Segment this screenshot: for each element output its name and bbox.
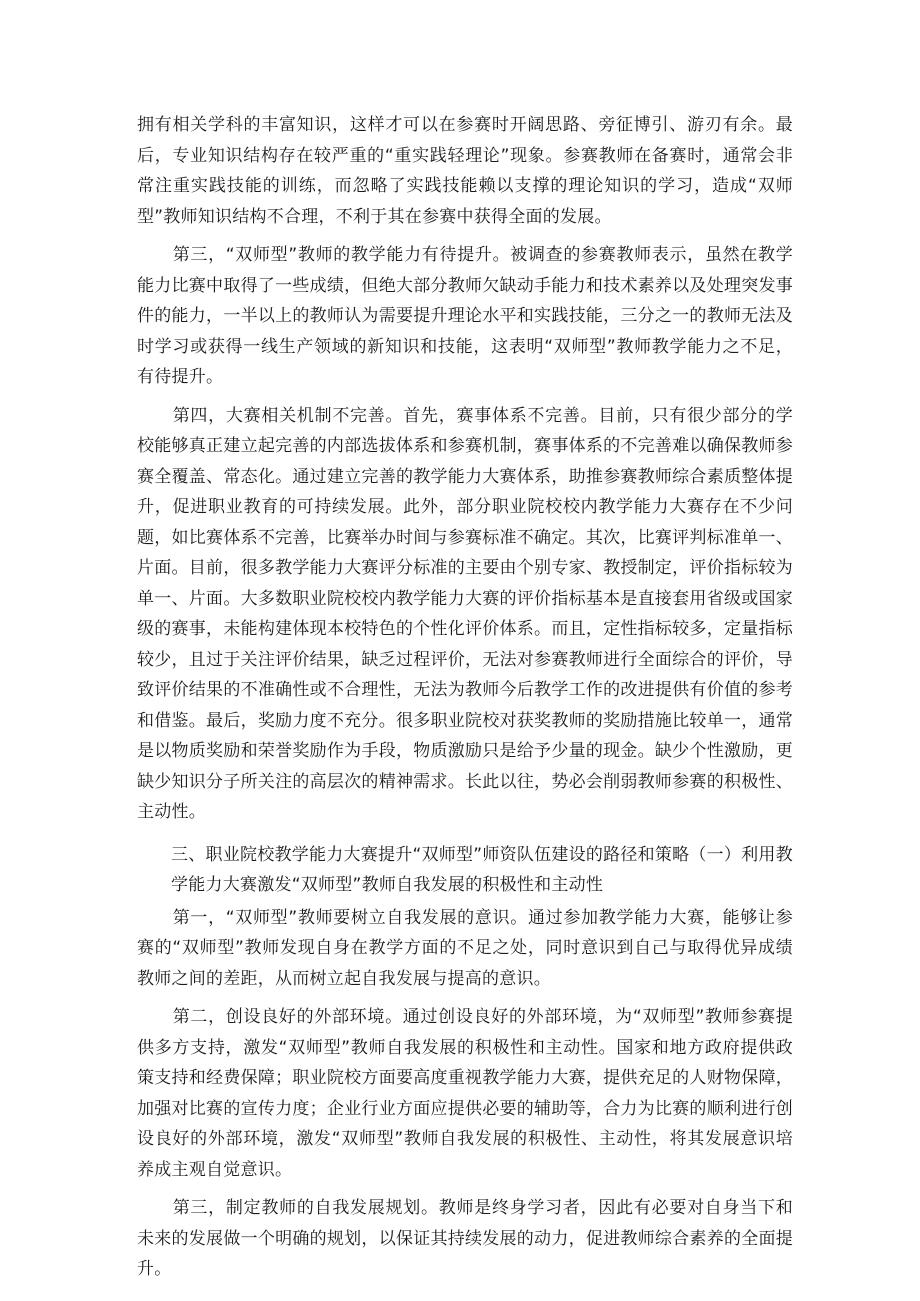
paragraph-fourth-point: 第四，大赛相关机制不完善。首先，赛事体系不完善。目前，只有很少部分的学校能够真正建立起完善的内部选拔体系和参赛机制，赛事体系的不完善难以确保教师参赛全覆盖、常态化。通过建立完善的教学能力大赛体系，助推参赛教师综合素质整体提升，促进职业教育的可持续发展。此外，部分职业院校校内教学能力大赛存在不少问题，如比赛体系不完善，比赛举办时间与参赛标准不确定。其次，比赛评判标准单一、片面。目前，很多教学能力大赛评分标准的主要由个别专家、教授制定，评价指标较为单一、片面。大多数职业院校校内教学能力大赛的评价指标基本是直接套用省级或国家级的赛事，未能构建体现本校特色的个性化评价体系。而且，定性指标较多，定量指标较少，且过于关注评价结果，缺乏过程评价，无法对参赛教师进行全面综合的评价，导致评价结果的不准确性或不合理性，无法为教师今后教学工作的改进提供有价值的参考和借鉴。最后，奖励力度不充分。很多职业院校对获奖教师的奖励措施比较单一，通常是以物质奖励和荣誉奖励作为手段，物质激励只是给予少量的现金。缺少个性激励，更缺少知识分子所关注的高层次的精神需求。长此以往，势必会削弱教师参赛的积极性、主动性。 <box>137 405 793 822</box>
paragraph-third-point: 第三，“双师型”教师的教学能力有待提升。被调查的参赛教师表示，虽然在教学能力比赛中取得了一些成绩，但绝大部分教师欠缺动手能力和技术素养以及处理突发事件的能力，一半以上的教师认为需要提升理论水平和实践技能，三分之一的教师无法及时学习或获得一线生产领域的新知识和技能，这表明“双师型”教师教学能力之不足，有待提升。 <box>137 245 793 387</box>
paragraph-second-strategy: 第二，创设良好的外部环境。通过创设良好的外部环境，为“双师型”教师参赛提供多方支持，激发“双师型”教师自我发展的积极性和主动性。国家和地方政府提供政策支持和经费保障；职业院校方面要高度重视教学能力大赛，提供充足的人财物保障，加强对比赛的宣传力度；企业行业方面应提供必要的辅助等，合力为比赛的顺利进行创设良好的外部环境，激发“双师型”教师自我发展的积极性、主动性，将其发展意识培养成主观自觉意识。 <box>137 1007 793 1180</box>
document-body <box>137 110 793 1285</box>
section-heading: 三、职业院校教学能力大赛提升“双师型”师资队伍建设的路径和策略（一）利用教学能力大赛激发“双师型”教师自我发展的积极性和主动性 <box>171 844 793 895</box>
paragraph-third-strategy: 第三，制定教师的自我发展规划。教师是终身学习者，因此有必要对自身当下和未来的发展做一个明确的规划，以保证其持续发展的动力，促进教师综合素养的全面提升。 <box>137 1198 793 1279</box>
paragraph-continuation: 拥有相关学科的丰富知识，这样才可以在参赛时开阔思路、旁征博引、游刃有余。最后，专业知识结构存在较严重的“重实践轻理论”现象。参赛教师在备赛时，通常会非常注重实践技能的训练，而忽略了实践技能赖以支撑的理论知识的学习，造成“双师型”教师知识结构不合理，不利于其在参赛中获得全面的发展。 <box>137 115 793 227</box>
paragraph-first-strategy: 第一，“双师型”教师要树立自我发展的意识。通过参加教学能力大赛，能够让参赛的“双师型”教师发现自身在教学方面的不足之处，同时意识到自己与取得优异成绩教师之间的差距，从而树立起自我发展与提高的意识。 <box>137 907 793 989</box>
